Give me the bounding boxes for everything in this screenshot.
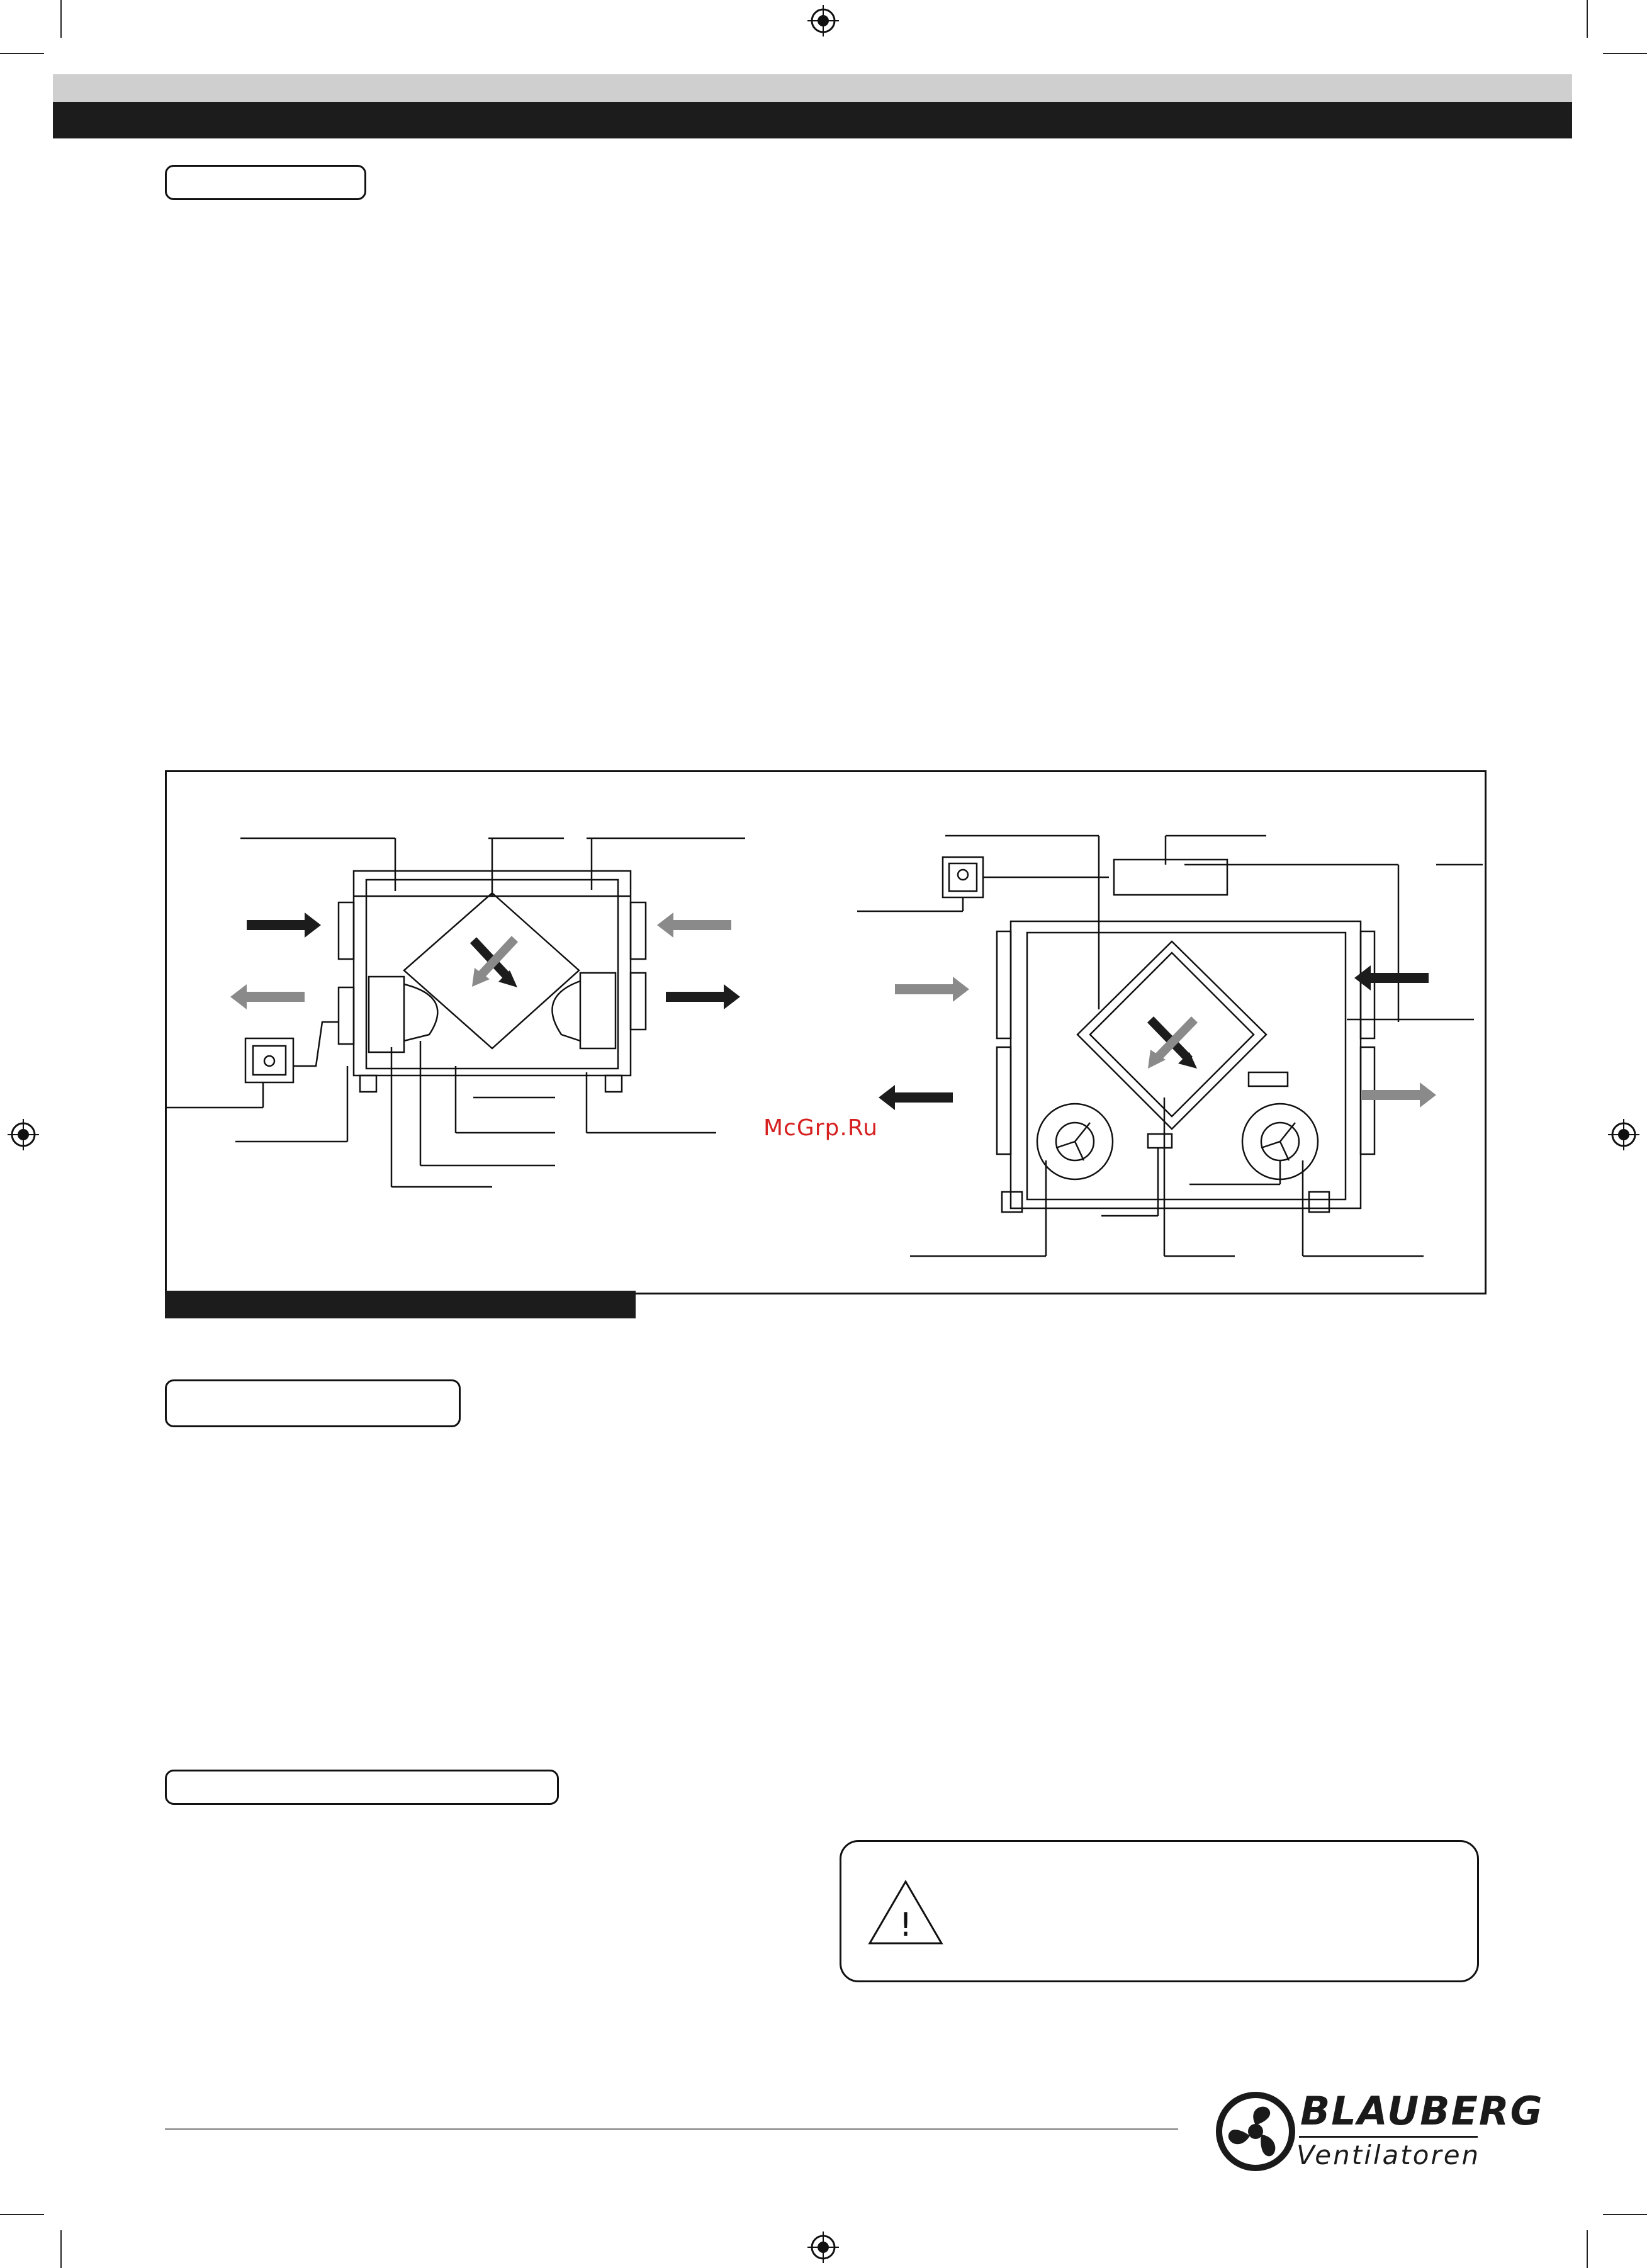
- arrow-exhaust-out: [230, 984, 305, 1009]
- unit-diagram-right: [857, 770, 1483, 1291]
- registration-mark-top: [807, 5, 839, 36]
- section-label-2: [165, 1379, 461, 1427]
- crop-mark: [60, 0, 62, 38]
- svg-text:!: !: [899, 1906, 913, 1944]
- arrow-supply-out: [666, 984, 740, 1009]
- header-band: [53, 74, 1572, 102]
- registration-mark-left: [8, 1119, 39, 1150]
- arrow-supply-out: [1362, 1082, 1436, 1108]
- crop-mark: [1603, 2214, 1647, 2215]
- brand-name: BLAUBERG: [1300, 2088, 1544, 2134]
- warning-triangle-icon: [866, 1878, 945, 1947]
- crop-mark: [1603, 53, 1647, 54]
- arrow-extract-in: [657, 912, 731, 938]
- section-label-1: [165, 165, 366, 200]
- crop-mark: [1587, 2230, 1588, 2268]
- arrow-supply-in: [247, 912, 321, 938]
- footer-rule: [165, 2128, 1178, 2130]
- brand-divider: [1299, 2136, 1478, 2138]
- arrow-extract-in: [1354, 965, 1429, 991]
- crop-mark: [60, 2230, 62, 2268]
- unit-diagram-left: [165, 770, 857, 1291]
- registration-mark-bottom: [807, 2232, 839, 2263]
- brand-subtitle: Ventilatoren: [1296, 2140, 1481, 2170]
- header-bar: [53, 102, 1572, 138]
- fan-logo-icon: [1215, 2091, 1296, 2172]
- watermark: McGrp.Ru: [763, 1115, 879, 1141]
- crop-mark: [0, 2214, 44, 2215]
- arrow-supply-in: [895, 977, 969, 1002]
- crop-mark: [0, 53, 44, 54]
- arrow-exhaust-out: [879, 1085, 953, 1110]
- registration-mark-right: [1608, 1119, 1639, 1150]
- section-label-3: [165, 1770, 559, 1805]
- figure-caption-bar: [165, 1291, 636, 1318]
- crop-mark: [1587, 0, 1588, 38]
